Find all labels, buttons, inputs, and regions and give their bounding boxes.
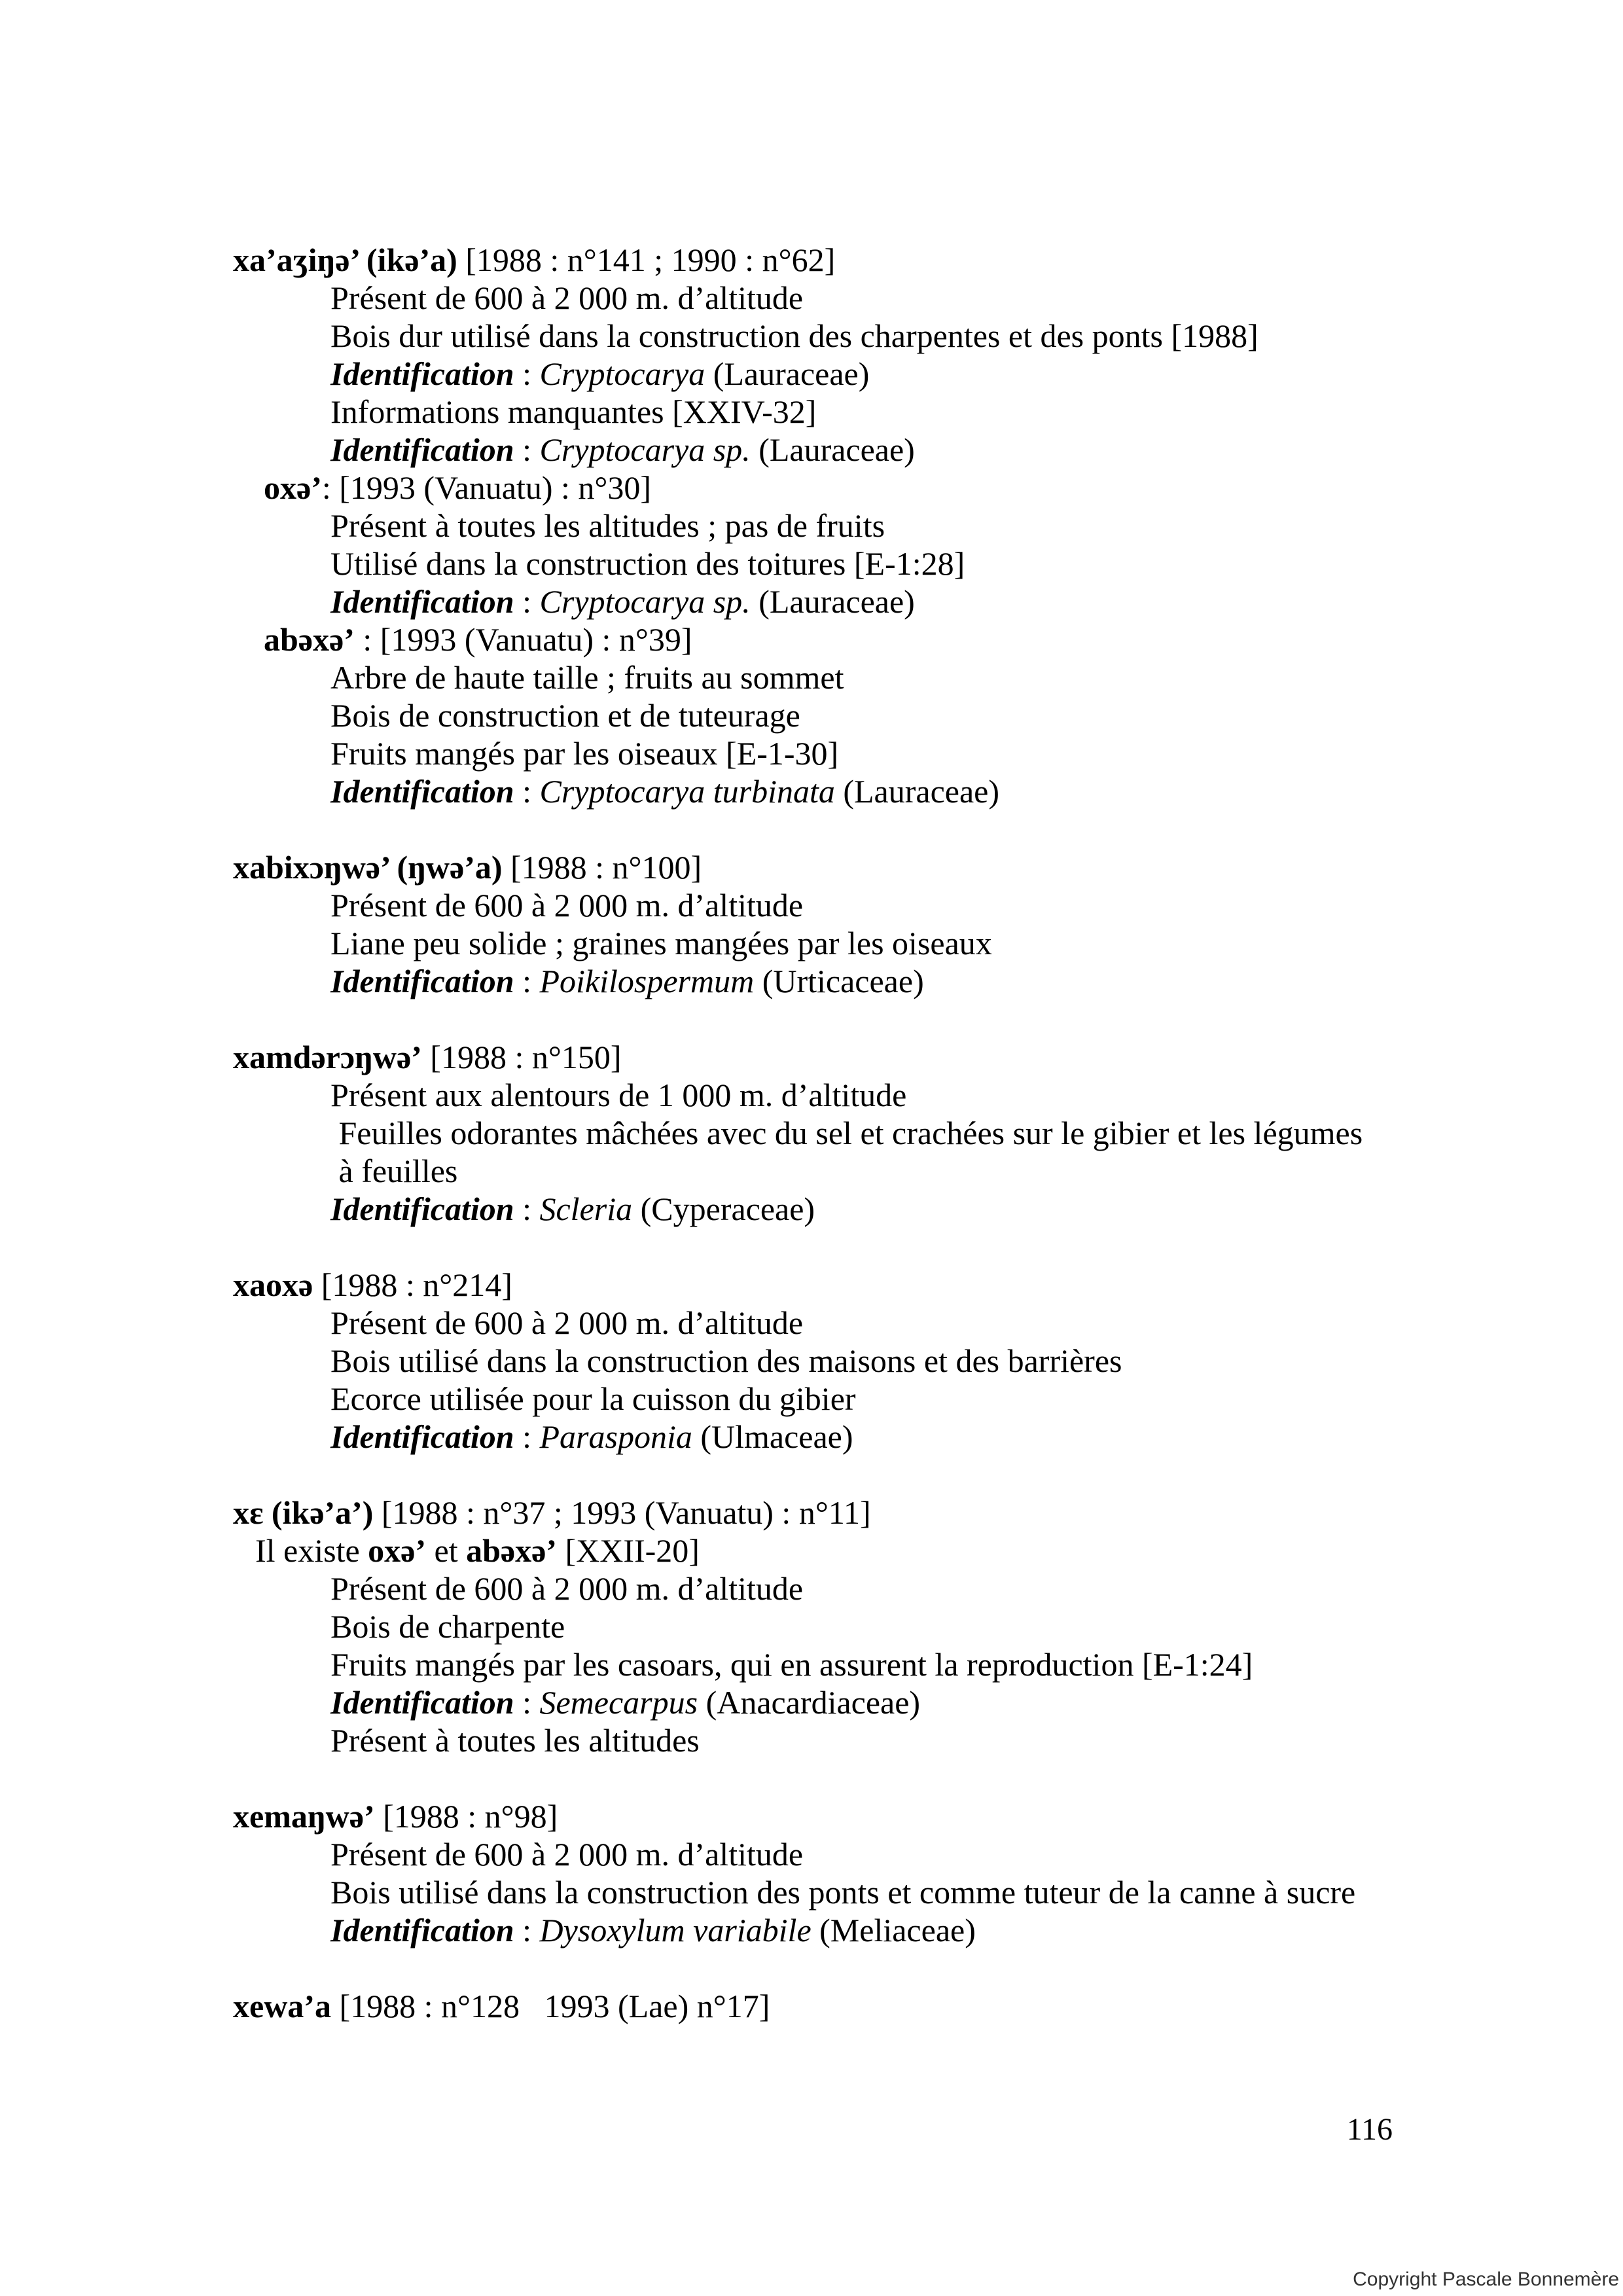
text-segment: Présent à toutes les altitudes ; pas de fruits xyxy=(330,507,885,544)
entry-line xyxy=(330,1304,1623,1342)
text-segment: (Lauraceae) xyxy=(750,583,915,620)
entry-line xyxy=(255,1532,1623,1570)
entry-line xyxy=(330,734,1623,772)
text-segment: [1988 : n°100] xyxy=(502,849,702,886)
text-segment: Identification xyxy=(330,1912,514,1948)
text-segment: (Lauraceae) xyxy=(750,431,915,468)
entry-line xyxy=(330,1911,1623,1949)
text-segment: xewa’a xyxy=(233,1988,331,2024)
text-segment: Identification xyxy=(330,583,514,620)
entry-line xyxy=(330,1418,1623,1456)
entry-headword-line xyxy=(233,1797,1623,1835)
entry-line xyxy=(330,1380,1623,1418)
text-segment: Fruits mangés par les oiseaux [E-1-30] xyxy=(330,735,839,772)
text-segment: : xyxy=(514,1684,540,1721)
entry-line xyxy=(330,1607,1623,1645)
entry-line xyxy=(330,1683,1623,1721)
entry-line xyxy=(330,1190,1623,1228)
text-segment: : xyxy=(514,773,540,810)
text-segment: Bois dur utilisé dans la construction des charpentes et des ponts [1988] xyxy=(330,317,1258,354)
text-segment: (Lauraceae) xyxy=(705,355,870,392)
text-segment: : [1993 (Vanuatu) : n°39] xyxy=(354,621,692,658)
entry-headword-line xyxy=(233,241,1623,279)
text-segment: Ecorce utilisée pour la cuisson du gibier xyxy=(330,1380,856,1417)
text-segment: Identification xyxy=(330,1191,514,1227)
text-segment: et xyxy=(426,1532,467,1569)
text-segment: xɛ (ikə’a’) xyxy=(233,1494,374,1531)
text-segment: Il existe xyxy=(255,1532,368,1569)
entry-line xyxy=(330,962,1623,1000)
text-segment: : xyxy=(514,1912,540,1948)
blank-line xyxy=(0,1228,1623,1266)
entry-headword-line xyxy=(233,848,1623,886)
text-segment: [1988 : n°128 1993 (Lae) n°17] xyxy=(330,1988,770,2024)
text-segment: Identification xyxy=(330,431,514,468)
entry-line xyxy=(264,469,1623,507)
text-segment: Bois de charpente xyxy=(330,1608,565,1645)
blank-line xyxy=(0,1949,1623,1987)
entry-line xyxy=(330,317,1623,355)
text-segment: Identification xyxy=(330,355,514,392)
text-segment: Présent de 600 à 2 000 m. d’altitude xyxy=(330,887,804,924)
text-segment: : xyxy=(514,583,540,620)
text-segment: Parasponia xyxy=(539,1418,692,1455)
text-segment: [1988 : n°98] xyxy=(374,1798,558,1835)
entry-headword-line xyxy=(233,1987,1623,2025)
text-segment: xabixɔŋwə’ (ŋwə’a) xyxy=(233,849,503,886)
text-segment: (Lauraceae) xyxy=(834,773,1000,810)
text-segment: Poikilospermum xyxy=(539,963,755,999)
entry-line xyxy=(330,1152,1623,1190)
text-segment: Semecarpus xyxy=(539,1684,698,1721)
text-segment: Présent de 600 à 2 000 m. d’altitude xyxy=(330,1836,804,1873)
text-segment: abəxə’ xyxy=(466,1532,557,1569)
text-segment: xaoxə xyxy=(233,1266,313,1303)
text-segment: xa’aʒiŋə’ (ikə’a) xyxy=(233,242,457,278)
entry-line xyxy=(330,924,1623,962)
text-segment: Liane peu solide ; graines mangées par les oiseaux xyxy=(330,925,992,961)
text-segment: oxə’ xyxy=(264,469,322,506)
text-segment: [1988 : n°141 ; 1990 : n°62] xyxy=(457,242,836,278)
text-segment: (Meliaceae) xyxy=(811,1912,976,1948)
text-segment: Cryptocarya turbinata xyxy=(539,773,835,810)
text-segment: Informations manquantes [XXIV-32] xyxy=(330,393,817,430)
text-segment: Dysoxylum variabile xyxy=(539,1912,812,1948)
text-segment: [XXII-20] xyxy=(556,1532,700,1569)
entry-line xyxy=(264,620,1623,658)
entry-line xyxy=(330,772,1623,810)
text-segment: [1988 : n°214] xyxy=(313,1266,512,1303)
blank-line xyxy=(0,1456,1623,1494)
text-segment: Bois utilisé dans la construction des maisons et des barrières xyxy=(330,1342,1122,1379)
text-segment: xamdərɔŋwə’ xyxy=(233,1039,422,1075)
text-segment: Présent de 600 à 2 000 m. d’altitude xyxy=(330,1570,804,1607)
blank-line xyxy=(0,1759,1623,1797)
entry-headword-line xyxy=(233,1266,1623,1304)
entry-line xyxy=(330,393,1623,431)
entry-line xyxy=(330,1835,1623,1873)
copyright-notice: Copyright Pascale Bonnemère xyxy=(1353,2269,1619,2290)
entry-line xyxy=(330,545,1623,583)
text-segment: Bois de construction et de tuteurage xyxy=(330,697,800,734)
text-segment: Identification xyxy=(330,773,514,810)
text-segment: Arbre de haute taille ; fruits au sommet xyxy=(330,659,844,696)
entry-line xyxy=(330,1076,1623,1114)
entry-headword-line xyxy=(233,1494,1623,1532)
text-segment: Présent à toutes les altitudes xyxy=(330,1722,700,1759)
entry-line xyxy=(330,507,1623,545)
entry-line xyxy=(330,1645,1623,1683)
text-segment: Feuilles odorantes mâchées avec du sel et crachées sur le gibier et les légumes xyxy=(330,1115,1363,1151)
text-segment: xemaŋwə’ xyxy=(233,1798,375,1835)
entry-headword-line xyxy=(233,1038,1623,1076)
text-segment: abəxə’ xyxy=(264,621,355,658)
entry-line xyxy=(330,1114,1623,1152)
text-segment: (Cyperaceae) xyxy=(632,1191,815,1227)
text-segment: Identification xyxy=(330,963,514,999)
text-segment: (Urticaceae) xyxy=(754,963,924,999)
entry-line xyxy=(330,355,1623,393)
text-segment: Présent de 600 à 2 000 m. d’altitude xyxy=(330,279,804,316)
entries-container xyxy=(0,241,1623,2025)
text-segment: Identification xyxy=(330,1684,514,1721)
text-segment: Présent de 600 à 2 000 m. d’altitude xyxy=(330,1304,804,1341)
text-segment: Identification xyxy=(330,1418,514,1455)
text-segment: (Ulmaceae) xyxy=(692,1418,853,1455)
entry-line xyxy=(330,279,1623,317)
entry-line xyxy=(330,1721,1623,1759)
entry-line xyxy=(330,431,1623,469)
text-segment: : xyxy=(514,1418,540,1455)
text-segment: [1988 : n°37 ; 1993 (Vanuatu) : n°11] xyxy=(373,1494,871,1531)
text-segment: à feuilles xyxy=(330,1153,458,1189)
text-segment: : xyxy=(514,431,540,468)
entry-line xyxy=(330,696,1623,734)
text-segment: Fruits mangés par les casoars, qui en assurent la reproduction [E-1:24] xyxy=(330,1646,1253,1683)
entry-line xyxy=(330,658,1623,696)
text-segment: (Anacardiaceae) xyxy=(698,1684,921,1721)
text-segment: Cryptocarya xyxy=(539,355,705,392)
text-segment: oxə’ xyxy=(368,1532,427,1569)
page-number: 116 xyxy=(1346,2112,1393,2147)
text-segment: Cryptocarya sp. xyxy=(539,583,751,620)
text-segment: : xyxy=(514,1191,540,1227)
text-segment: Utilisé dans la construction des toitures [E-1:28] xyxy=(330,545,965,582)
entry-line xyxy=(330,1342,1623,1380)
text-segment: Scleria xyxy=(539,1191,633,1227)
text-segment: : xyxy=(514,355,540,392)
text-segment: Bois utilisé dans la construction des ponts et comme tuteur de la canne à sucre xyxy=(330,1874,1356,1910)
text-segment: : [1993 (Vanuatu) : n°30] xyxy=(321,469,652,506)
text-segment: : xyxy=(514,963,540,999)
entry-line xyxy=(330,1570,1623,1607)
text-segment: [1988 : n°150] xyxy=(421,1039,622,1075)
text-segment: Présent aux alentours de 1 000 m. d’altitude xyxy=(330,1077,907,1113)
entry-line xyxy=(330,1873,1623,1911)
blank-line xyxy=(0,810,1623,848)
blank-line xyxy=(0,1000,1623,1038)
text-segment: Cryptocarya sp. xyxy=(539,431,751,468)
entry-line xyxy=(330,583,1623,620)
entry-line xyxy=(330,886,1623,924)
